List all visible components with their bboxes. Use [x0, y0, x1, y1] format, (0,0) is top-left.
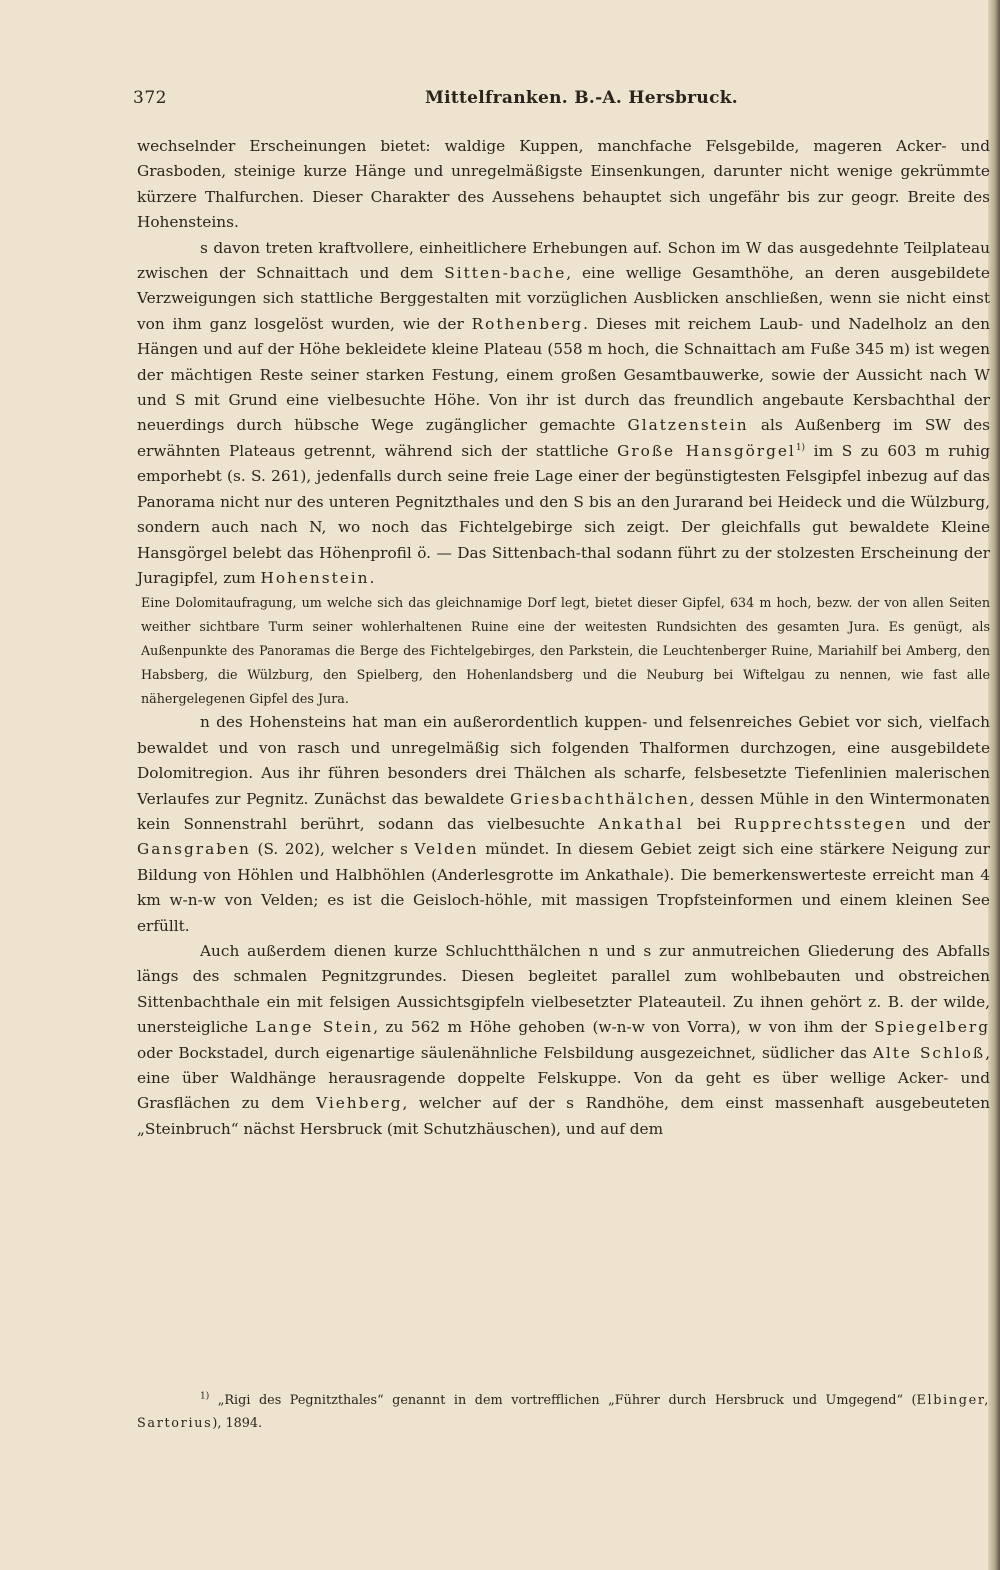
- page-number: 372: [133, 88, 167, 108]
- page-header: [133, 88, 973, 112]
- text-run: , welcher auf der s Randhöhe, dem einst massenhaft ausgebeuteten „Steinbruch“ nächst Hersbruck (mit Schutzhäuschen), und auf dem: [137, 1094, 990, 1138]
- place-name: Große Hansgörgel: [617, 441, 796, 460]
- text-run: . Dieses mit reichem Laub- und Nadelholz an den Hängen und auf der Höhe bekleidete kleine Plateau (558 m hoch, die Schnaittach am Fuße 345 m) ist wegen der mächtigen Reste seiner starken Festung, einem großen Gesamtbauwerke, sowie der Aussicht nach W und S mit Grund eine vielbesuchte Höhe. Von ihr ist durch das freundlich angebaute Kersbachthal der neuerdings durch hübsche Wege zugänglicher gemachte: [137, 314, 990, 435]
- footnote: [137, 1389, 990, 1435]
- running-head: Mittelfranken. B.-A. Hersbruck.: [425, 88, 739, 108]
- place-name: Hohenstein: [260, 568, 370, 587]
- place-name: Ankathal: [598, 814, 684, 833]
- text-run: wechselnder Erscheinungen bietet: waldige Kuppen, manchfache Felsgebilde, mageren Acker- und Grasboden, steinige kurze Hänge und unregelmäßigste Einsenkungen, darunter nicht wenige gekrümmte kürzere Thalfurchen. Dieser Charakter des Aussehens behauptet sich ungefähr bis zur geogr. Breite des Hohensteins.: [137, 137, 990, 232]
- place-name: Gansgraben: [137, 840, 251, 859]
- paragraph: [137, 236, 990, 592]
- paragraph: [137, 939, 990, 1142]
- text-run: , dessen Mühle in den Wintermonaten kein Sonnenstrahl berührt, sodann das vielbesuchte: [137, 789, 990, 833]
- place-name: Glatzenstein: [627, 416, 749, 435]
- text-run: und der: [907, 814, 990, 833]
- place-name: Alte Schloß: [872, 1043, 986, 1062]
- place-name: Spiegelberg: [874, 1018, 991, 1037]
- footnote-authors: Elbinger, Sartorius: [137, 1393, 990, 1431]
- text-run: , eine wellige Gesamthöhe, an deren ausgebildete Verzweigungen sich stattliche Berggestalten mit vorzüglichen Ausblicken anschließen, wenn sie nicht einst von ihm ganz losgelöst wurden, wie der: [137, 264, 990, 333]
- text-run: „Rigi des Pegnitzthales“ genannt in dem vortrefflichen „Führer durch Hersbruck und Umgegend“ (: [209, 1393, 917, 1408]
- text-run: als Außenberg im SW des erwähnten Plateaus getrennt, während sich der stattliche: [137, 416, 990, 460]
- place-name: Rupprechtsstegen: [734, 814, 908, 833]
- body-text: [137, 134, 990, 1142]
- text-run: s davon treten kraftvollere, einheitlichere Erhebungen auf. Schon im W das ausgedehnte Teilplateau zwischen der Schnaittach und dem: [137, 238, 990, 283]
- text-run: , zu 562 m Höhe gehoben (w-n-w von Vorra), w von ihm der: [373, 1018, 875, 1037]
- small-print-note: Eine Dolomitaufragung, um welche sich das gleichnamige Dorf legt, bietet dieser Gipfel, 634 m hoch, bezw. der von allen Seiten weither sichtbare Turm seiner wohlerhaltenen Ruine eine der weitesten Rundsichten des gesamten Jura. Es genügt, als Außenpunkte des Panoramas die Berge des Fichtelgebirges, den Parkstein, die Leuchtenberger Ruine, Mariahilf bei Amberg, den Habsberg, die Wülzburg, den Spielberg, den Hohenlandsberg und die Neuburg bei Wiftelgau zu nennen, wie fast alle nähergelegenen Gipfel des Jura.: [141, 595, 990, 706]
- text-run: (S. 202), welcher s: [250, 840, 415, 859]
- text-run: , eine über Waldhänge herausragende doppelte Felskuppe. Von da geht es über wellige Acker- und Grasflächen zu dem: [137, 1043, 990, 1113]
- text-run: bei: [683, 814, 735, 833]
- footnote-marker: 1): [200, 1391, 210, 1402]
- text-run: Auch außerdem dienen kurze Schluchtthälchen n und s zur anmutreichen Gliederung des Abfalls längs des schmalen Pegnitzgrundes. Diesen begleitet parallel zum wohlbebauten und obstreichen Sittenbachthale ein mit felsigen Aussichtsgipfeln vielbesetzter Plateauteil. Zu ihnen gehört z. B. der wilde, unersteigliche: [137, 941, 990, 1037]
- text-run: oder Bockstadel, durch eigenartige säulenähnliche Felsbildung ausgezeichnet, südlicher das: [137, 1043, 873, 1062]
- text-run: n des Hohensteins hat man ein außerordentlich kuppen- und felsenreiches Gebiet vor sich, vielfach bewaldet und von rasch und unregelmäßig sich folgenden Thalformen durchzogen, eine ausgebildete Dolomitregion. Aus ihr führen besonders drei Thälchen als scharfe, felsbesetzte Tiefenlinien malerischen Verlaufes zur Pegnitz. Zunächst das bewaldete: [137, 713, 990, 808]
- footnote-reference[interactable]: 1): [795, 442, 806, 453]
- paragraph: [137, 134, 990, 236]
- text-run: ), 1894.: [212, 1416, 263, 1431]
- place-name: Rothenberg: [471, 314, 584, 333]
- place-name: Sitten-bache: [444, 264, 567, 283]
- place-name: Lange Stein: [255, 1018, 374, 1037]
- place-name: Velden: [414, 840, 479, 859]
- text-run: mündet. In diesem Gebiet zeigt sich eine stärkere Neigung zur Bildung von Höhlen und Halbhöhlen (Anderlesgrotte im Ankathale). Die bemerkenswerteste erreicht man 4 km w-n-w von Velden; es ist die Geisloch-höhle, mit massigen Tropfsteinformen und einem kleinen See erfüllt.: [137, 840, 990, 935]
- text-run: im S zu 603 m ruhig emporhebt (s. S. 261), jedenfalls durch seine freie Lage einer der begünstigtesten Felsgipfel inbezug auf das Panorama nicht nur des unteren Pegnitzthales und den S bis an den Jurarand bei Heideck und die Wülzburg, sondern auch nach N, wo noch das Fichtelgebirge sich zeigt. Der gleichfalls gut bewaldete Kleine Hansgörgel belebt das Höhenprofil ö. — Das Sittenbach-thal sodann führt zu der stolzesten Erscheinung der Juragipfel, zum: [137, 441, 990, 587]
- text-run: .: [369, 568, 375, 587]
- place-name: Viehberg: [316, 1094, 403, 1113]
- place-name: Griesbachthälchen: [509, 789, 690, 808]
- paragraph: [137, 710, 990, 939]
- footnote-text: [137, 1389, 990, 1435]
